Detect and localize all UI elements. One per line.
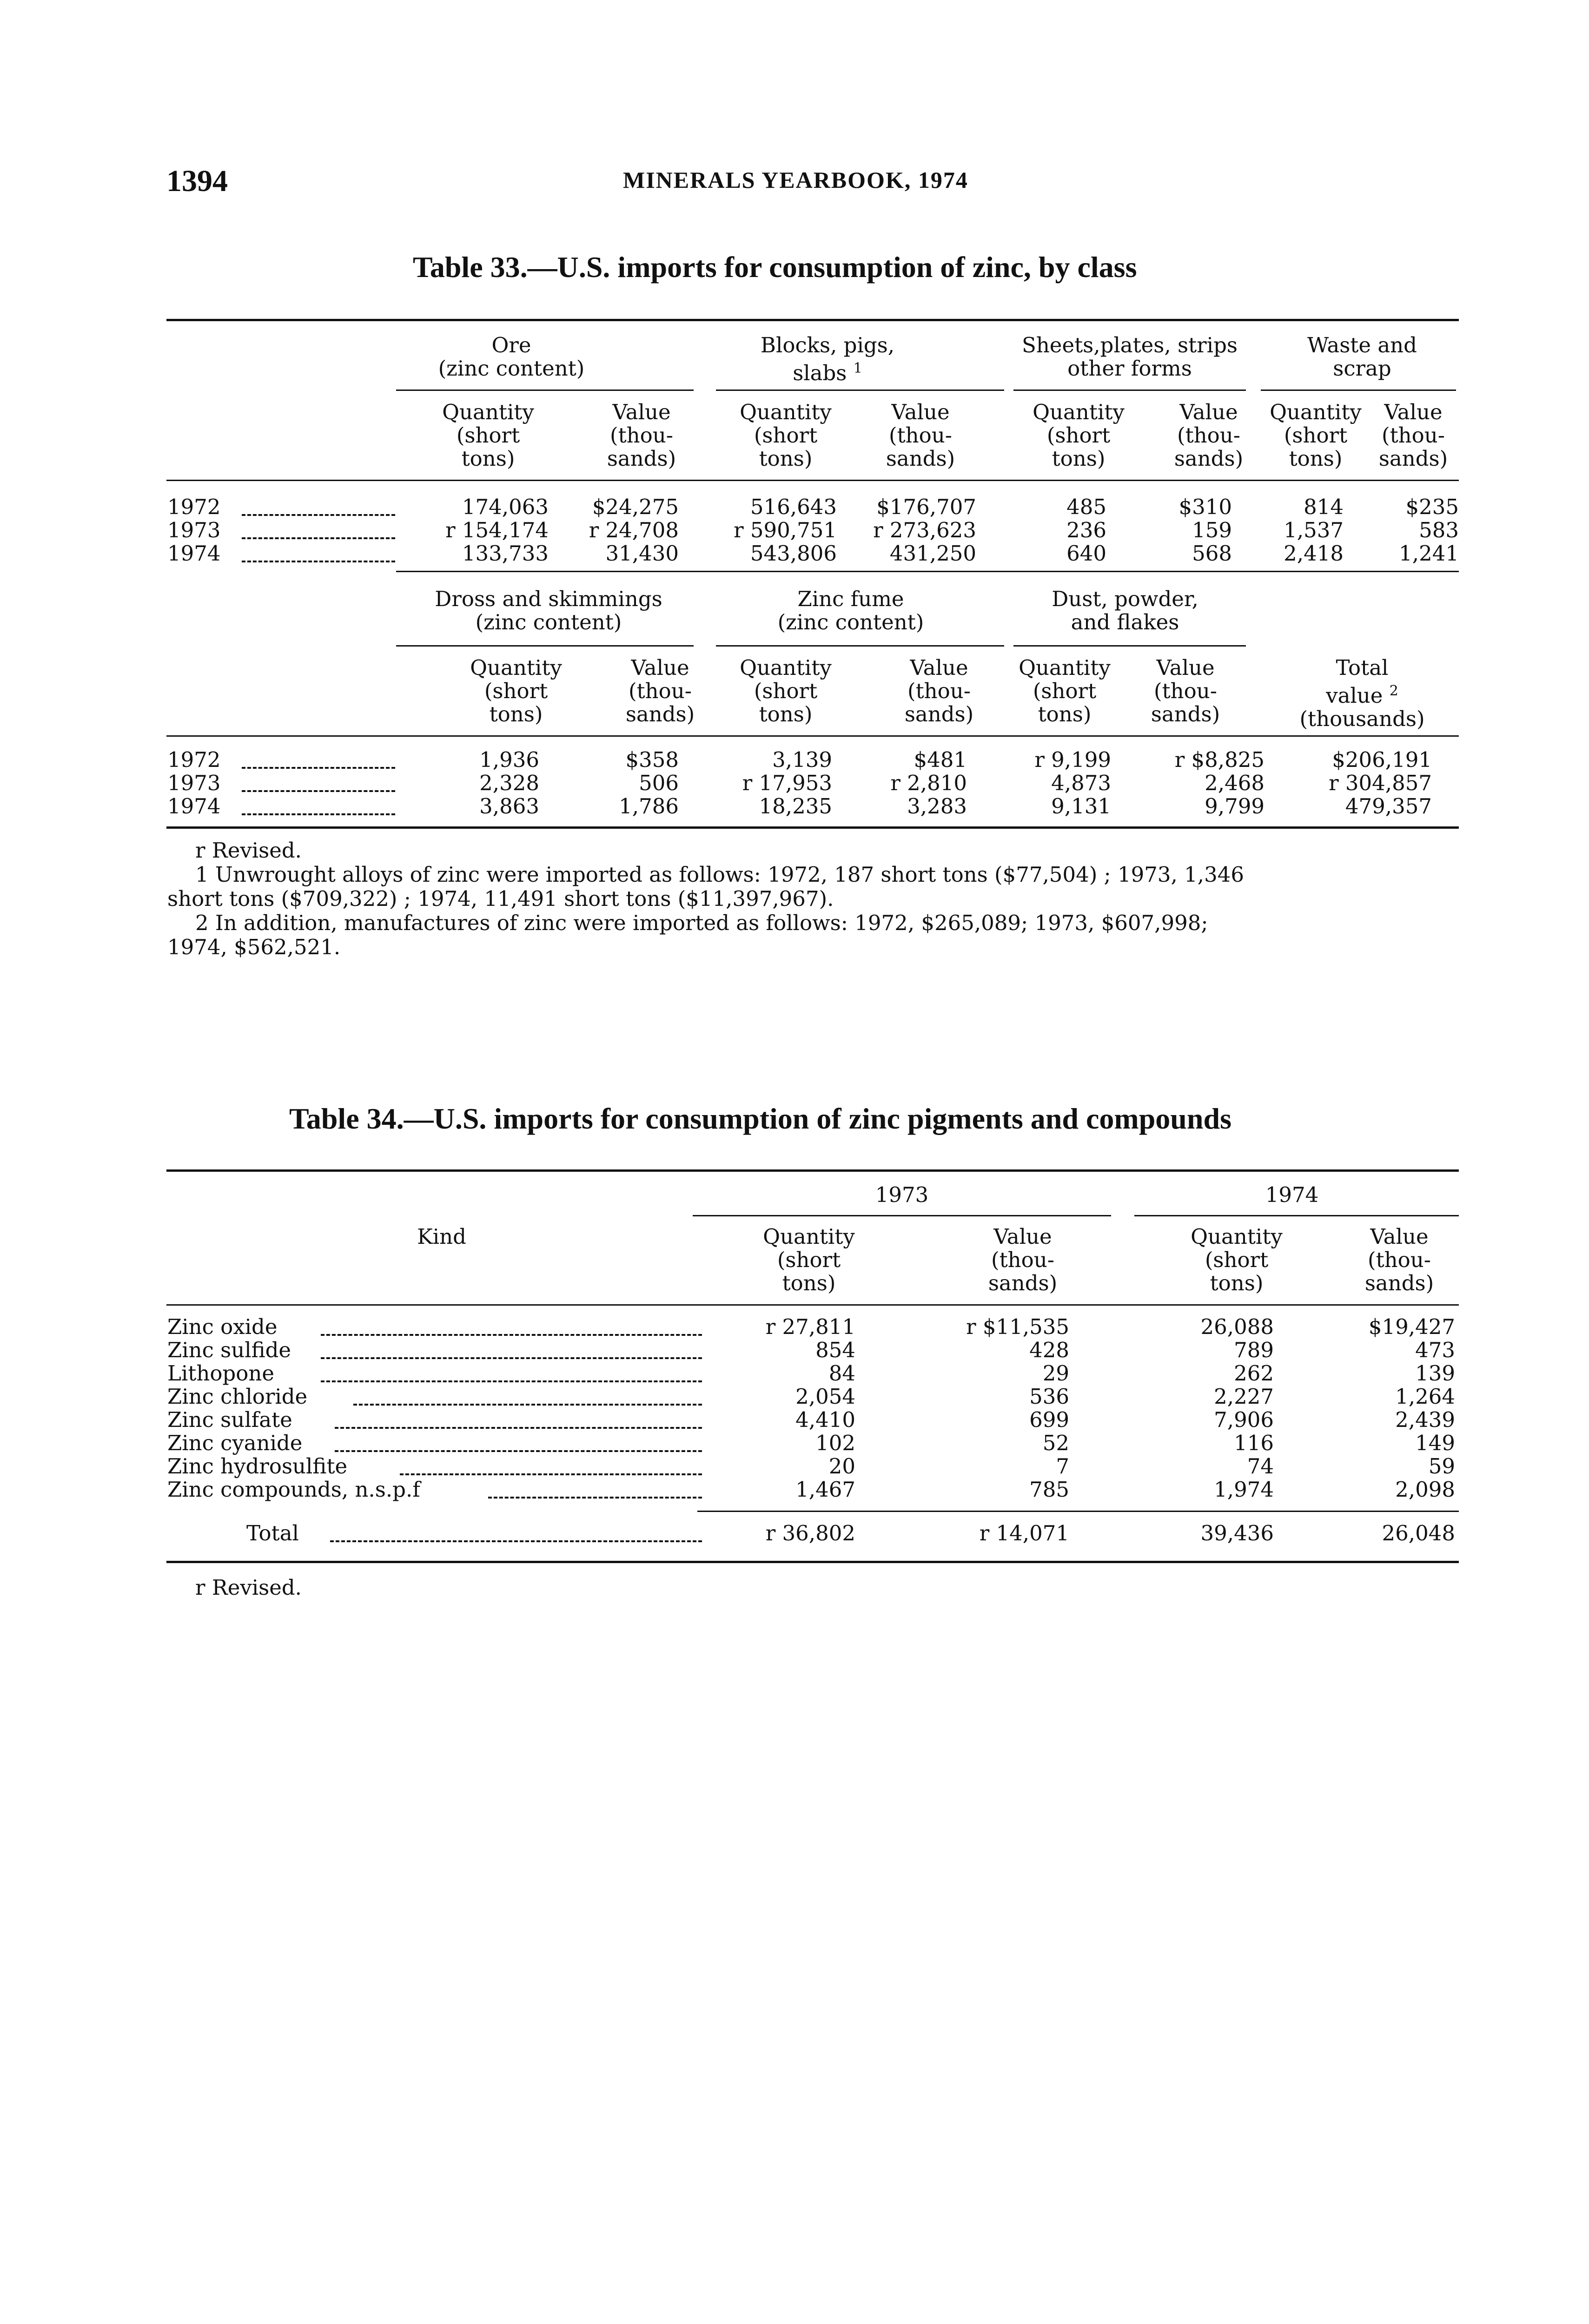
- subhead-val: Value (thou- sands): [1364, 1224, 1434, 1295]
- cell: 3,863: [479, 794, 539, 819]
- kind-label: Lithopone: [167, 1361, 274, 1386]
- group-blocks: Blocks, pigs, slabs $^1$: [760, 333, 895, 385]
- cell: $206,191: [1332, 747, 1432, 772]
- year-label: 1973: [167, 771, 221, 795]
- cell: 7,906: [1214, 1407, 1274, 1432]
- footnote-revised: r Revised.: [195, 1575, 302, 1600]
- cell: 9,131: [1051, 794, 1111, 819]
- cell: 2,328: [479, 771, 539, 795]
- cell: r 273,623: [873, 518, 976, 542]
- kind-label: Zinc compounds, n.s.p.f: [167, 1477, 420, 1502]
- subhead-qty: Quantity (short tons): [740, 655, 832, 726]
- cell: 543,806: [750, 541, 837, 566]
- cell: 640: [1066, 541, 1106, 566]
- year-label: 1972: [167, 747, 221, 772]
- cell: 506: [639, 771, 679, 795]
- footnote-2-cont: 1974, $562,521.: [167, 935, 341, 959]
- cell: 2,227: [1214, 1384, 1274, 1409]
- cell: 3,139: [772, 747, 832, 772]
- group-ore: Ore (zinc content): [438, 333, 585, 381]
- footnote-1-cont: short tons ($709,322) ; 1974, 11,491 short tons ($11,397,967).: [167, 886, 834, 911]
- cell: 2,439: [1395, 1407, 1455, 1432]
- cell: 18,235: [759, 794, 832, 819]
- cell: r 36,802: [765, 1521, 855, 1545]
- cell: 785: [1029, 1477, 1069, 1502]
- cell: 4,873: [1051, 771, 1111, 795]
- cell: 479,357: [1345, 794, 1432, 819]
- cell: 262: [1234, 1361, 1274, 1386]
- table34-bottom-rule: [166, 1561, 1459, 1563]
- subhead-val: Value (thou- sands): [904, 655, 974, 726]
- subhead-val: Value (thou- sands): [625, 655, 695, 726]
- kind-label: Zinc cyanide: [167, 1431, 303, 1455]
- subhead-qty: Quantity (short tons): [1270, 400, 1362, 471]
- group-waste: Waste and scrap: [1307, 333, 1417, 381]
- subhead-qty: Quantity (short tons): [1033, 400, 1125, 471]
- group-dross: Dross and skimmings (zinc content): [435, 587, 662, 634]
- cell: 159: [1192, 518, 1232, 542]
- subhead-qty: Quantity (short tons): [763, 1224, 855, 1295]
- table34-top-rule: [166, 1169, 1459, 1172]
- cell: 536: [1029, 1384, 1069, 1409]
- kind-label: Zinc hydrosulfite: [167, 1454, 348, 1479]
- cell: $235: [1405, 495, 1459, 519]
- kind-label: Zinc sulfide: [167, 1338, 291, 1362]
- cell: 7: [1056, 1454, 1069, 1479]
- cell: 9,799: [1205, 794, 1265, 819]
- subhead-val: Value (thou- sands): [1378, 400, 1448, 471]
- kind-head: Kind: [417, 1224, 466, 1249]
- kind-label: Zinc chloride: [167, 1384, 308, 1409]
- subhead-qty: Quantity (short tons): [1191, 1224, 1283, 1295]
- cell: 1,264: [1395, 1384, 1455, 1409]
- cell: 2,098: [1395, 1477, 1455, 1502]
- page-number: 1394: [166, 164, 228, 198]
- subhead-qty: Quantity (short tons): [442, 400, 534, 471]
- cell: 102: [815, 1431, 855, 1455]
- subhead-val: Value (thou- sands): [886, 400, 955, 471]
- total-value-head: Total value $^2$ (thousands): [1299, 655, 1425, 731]
- cell: 3,283: [907, 794, 967, 819]
- table33-title: Table 33.—U.S. imports for consumption of zinc, by class: [413, 251, 1137, 284]
- year-label: 1973: [167, 518, 221, 542]
- year-label: 1974: [167, 541, 221, 566]
- cell: $19,427: [1368, 1314, 1455, 1339]
- cell: 428: [1029, 1338, 1069, 1362]
- cell: $176,707: [876, 495, 976, 519]
- subhead-val: Value (thou- sands): [607, 400, 676, 471]
- subhead-qty: Quantity (short tons): [470, 655, 562, 726]
- cell: r 9,199: [1034, 747, 1111, 772]
- cell: 74: [1247, 1454, 1274, 1479]
- cell: 854: [815, 1338, 855, 1362]
- cell: 52: [1042, 1431, 1069, 1455]
- cell: $24,275: [592, 495, 679, 519]
- year-1974-head: 1974: [1265, 1182, 1319, 1207]
- cell: r 154,174: [445, 518, 549, 542]
- cell: 2,054: [795, 1384, 855, 1409]
- kind-label: Zinc oxide: [167, 1314, 278, 1339]
- cell: r 17,953: [742, 771, 832, 795]
- cell: r 24,708: [589, 518, 679, 542]
- subhead-qty: Quantity (short tons): [1019, 655, 1111, 726]
- cell: 568: [1192, 541, 1232, 566]
- group-fume: Zinc fume (zinc content): [777, 587, 924, 634]
- cell: 2,468: [1205, 771, 1265, 795]
- cell: 31,430: [605, 541, 679, 566]
- subhead-qty: Quantity (short tons): [740, 400, 832, 471]
- cell: $481: [914, 747, 967, 772]
- table33-top-rule: [166, 319, 1459, 321]
- cell: 485: [1066, 495, 1106, 519]
- cell: 431,250: [889, 541, 976, 566]
- table33-bottom-rule: [166, 826, 1459, 829]
- cell: r $8,825: [1174, 747, 1265, 772]
- subhead-val: Value (thou- sands): [1151, 655, 1220, 726]
- cell: 26,048: [1382, 1521, 1455, 1545]
- cell: 20: [828, 1454, 855, 1479]
- cell: r 27,811: [765, 1314, 855, 1339]
- cell: 1,786: [619, 794, 679, 819]
- cell: 149: [1415, 1431, 1455, 1455]
- cell: r 304,857: [1329, 771, 1432, 795]
- cell: r 14,071: [979, 1521, 1069, 1545]
- group-dust: Dust, powder, and flakes: [1052, 587, 1198, 634]
- cell: 699: [1029, 1407, 1069, 1432]
- footnote-revised: r Revised.: [195, 838, 302, 863]
- group-sheets: Sheets,plates, strips other forms: [1022, 333, 1238, 381]
- cell: 473: [1415, 1338, 1455, 1362]
- cell: 1,974: [1214, 1477, 1274, 1502]
- cell: 39,436: [1200, 1521, 1274, 1545]
- subhead-val: Value (thou- sands): [988, 1224, 1058, 1295]
- cell: 133,733: [462, 541, 549, 566]
- cell: 516,643: [750, 495, 837, 519]
- cell: 1,467: [795, 1477, 855, 1502]
- cell: 1,537: [1284, 518, 1344, 542]
- cell: 174,063: [462, 495, 549, 519]
- cell: 4,410: [795, 1407, 855, 1432]
- cell: 84: [828, 1361, 855, 1386]
- cell: 814: [1304, 495, 1344, 519]
- running-title: MINERALS YEARBOOK, 1974: [623, 167, 968, 193]
- footnote-2: 2 In addition, manufactures of zinc were imported as follows: 1972, $265,089; 1973, $607,998;: [195, 911, 1208, 935]
- cell: $310: [1179, 495, 1232, 519]
- cell: 1,936: [479, 747, 539, 772]
- year-label: 1974: [167, 794, 221, 819]
- cell: r $11,535: [966, 1314, 1069, 1339]
- cell: r 2,810: [890, 771, 967, 795]
- cell: $358: [625, 747, 679, 772]
- cell: 236: [1066, 518, 1106, 542]
- total-label: Total: [246, 1521, 299, 1545]
- cell: 59: [1428, 1454, 1455, 1479]
- cell: 1,241: [1399, 541, 1459, 566]
- cell: 29: [1042, 1361, 1069, 1386]
- table34-title: Table 34.—U.S. imports for consumption of zinc pigments and compounds: [289, 1102, 1231, 1135]
- cell: r 590,751: [734, 518, 837, 542]
- cell: 2,418: [1284, 541, 1344, 566]
- cell: 139: [1415, 1361, 1455, 1386]
- subhead-val: Value (thou- sands): [1174, 400, 1244, 471]
- cell: 26,088: [1200, 1314, 1274, 1339]
- cell: 583: [1419, 518, 1459, 542]
- year-1973-head: 1973: [875, 1182, 929, 1207]
- year-label: 1972: [167, 495, 221, 519]
- footnote-1: 1 Unwrought alloys of zinc were imported as follows: 1972, 187 short tons ($77,504) ; 1973, 1,346: [195, 862, 1244, 887]
- kind-label: Zinc sulfate: [167, 1407, 292, 1432]
- cell: 789: [1234, 1338, 1274, 1362]
- cell: 116: [1234, 1431, 1274, 1455]
